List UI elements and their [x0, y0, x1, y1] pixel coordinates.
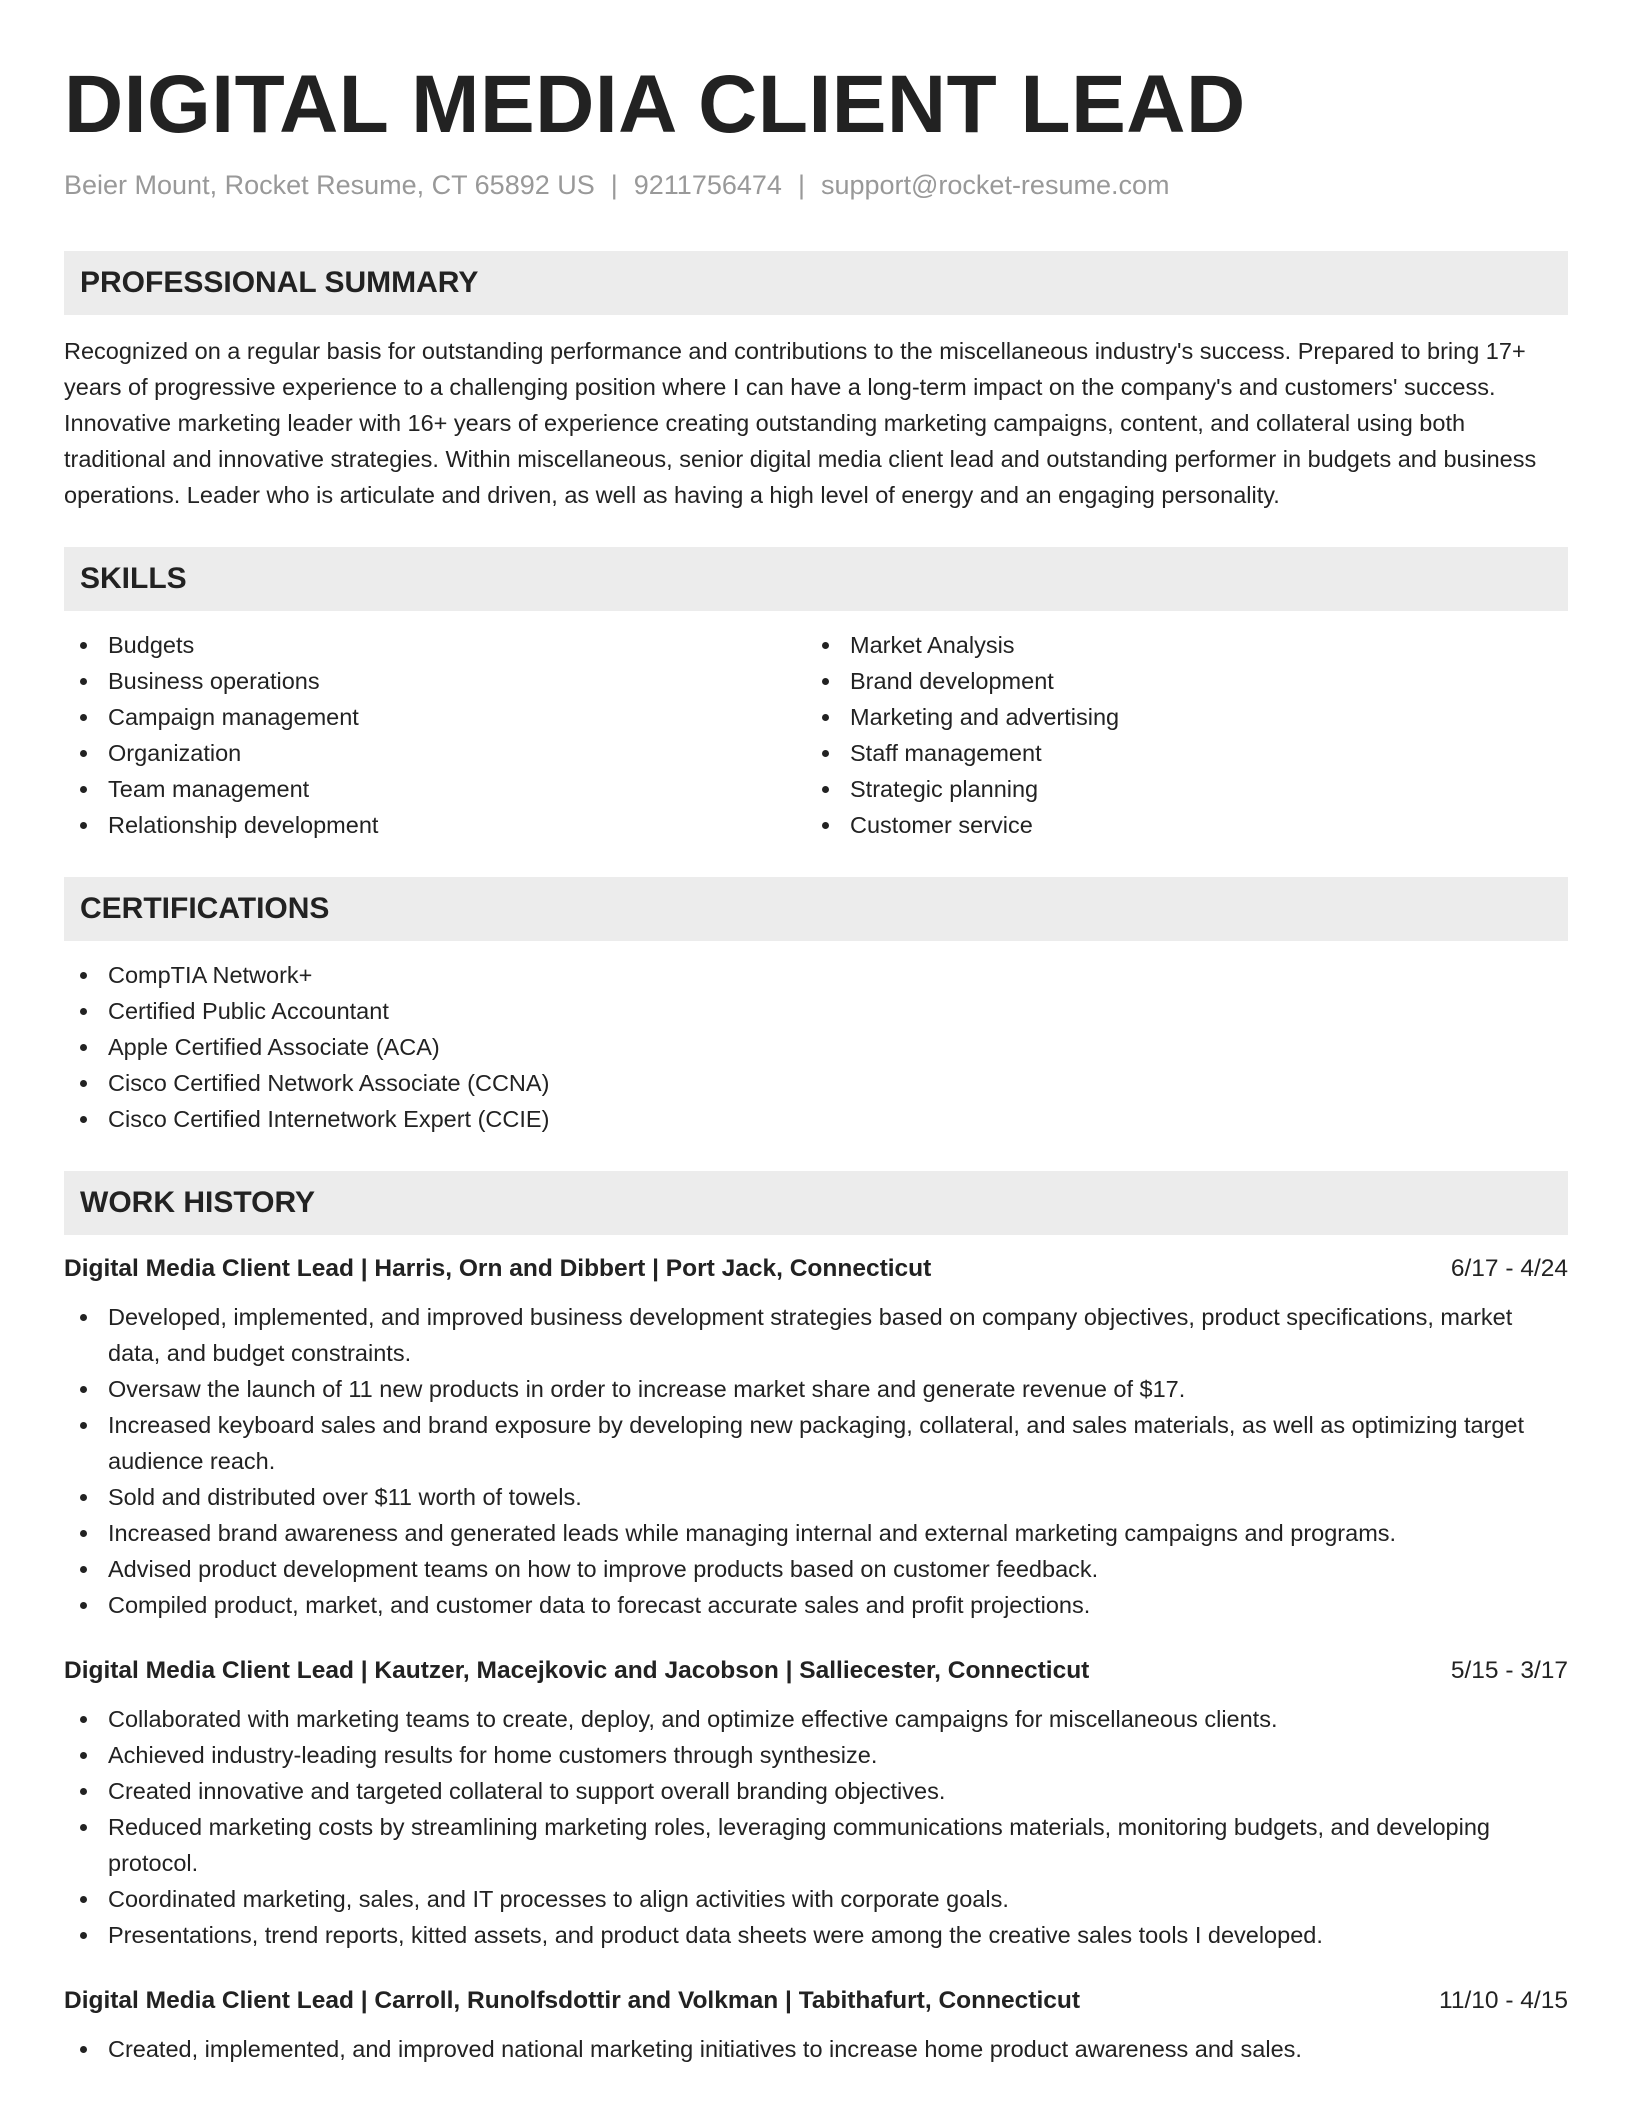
contact-separator: |	[610, 170, 618, 200]
candidate-name: DIGITAL MEDIA CLIENT LEAD	[64, 59, 1246, 150]
skills-list-left	[64, 627, 816, 843]
skills-list-right	[806, 627, 1568, 843]
certification-item: Certified Public Accountant	[64, 993, 1568, 1029]
job-entry	[64, 1255, 1568, 1623]
contact-address: Beier Mount, Rocket Resume, CT 65892 US	[64, 170, 595, 200]
job-bullets	[64, 2031, 1568, 2067]
job-bullet: Sold and distributed over $11 worth of towels.	[64, 1479, 1568, 1515]
skill-item: Campaign management	[64, 699, 816, 735]
job-bullets	[64, 1701, 1568, 1953]
job-bullet: Coordinated marketing, sales, and IT processes to align activities with corporate goals.	[64, 1881, 1568, 1917]
job-bullet: Increased keyboard sales and brand exposure by developing new packaging, collateral, and sales materials, as well as optimizing target audience reach.	[64, 1407, 1568, 1479]
skill-item: Organization	[64, 735, 816, 771]
contact-phone: 9211756474	[633, 170, 782, 200]
skills-grid	[64, 627, 1568, 843]
job-header	[64, 1255, 1568, 1283]
job-bullet: Presentations, trend reports, kitted assets, and product data sheets were among the creative sales tools I developed.	[64, 1917, 1568, 1953]
job-dates: 6/17 - 4/24	[1450, 1255, 1568, 1282]
contact-line	[64, 170, 1568, 201]
skill-item: Budgets	[64, 627, 816, 663]
skill-item: Marketing and advertising	[806, 699, 1568, 735]
job-title: Digital Media Client Lead | Kautzer, Macejkovic and Jacobson | Salliecester, Connecticut	[64, 1657, 1090, 1684]
job-bullet: Advised product development teams on how to improve products based on customer feedback.	[64, 1551, 1568, 1587]
job-title: Digital Media Client Lead | Carroll, Runolfsdottir and Volkman | Tabithafurt, Connecticut	[64, 1987, 1080, 2014]
work-history-heading: WORK HISTORY	[64, 1171, 1568, 1235]
job-bullet: Compiled product, market, and customer data to forecast accurate sales and profit projections.	[64, 1587, 1568, 1623]
job-entry	[64, 1657, 1568, 1953]
certification-item: Cisco Certified Network Associate (CCNA)	[64, 1065, 1568, 1101]
contact-separator: |	[797, 170, 805, 200]
job-bullet: Reduced marketing costs by streamlining marketing roles, leveraging communications materials, monitoring budgets, and developing protocol.	[64, 1809, 1568, 1881]
job-bullet: Created, implemented, and improved national marketing initiatives to increase home product awareness and sales.	[64, 2031, 1568, 2067]
job-entry	[64, 1987, 1568, 2067]
summary-text: Recognized on a regular basis for outstanding performance and contributions to the miscellaneous industry's success. Prepared to bring 17+ years of progressive experience to a challenging position where I can have a long-term impact on the company's and customers' success. Innovative marketing leader with 16+ years of experience creating outstanding marketing campaigns, content, and collateral using both traditional and innovative strategies. Within miscellaneous, senior digital media client lead and outstanding performer in budgets and business operations. Leader who is articulate and driven, as well as having a high level of energy and an engaging personality.	[64, 338, 1537, 508]
job-dates: 11/10 - 4/15	[1439, 1987, 1568, 2014]
job-bullet: Oversaw the launch of 11 new products in order to increase market share and generate revenue of $17.	[64, 1371, 1568, 1407]
certification-item: Cisco Certified Internetwork Expert (CCIE)	[64, 1101, 1568, 1137]
skill-item: Market Analysis	[806, 627, 1568, 663]
summary-heading: PROFESSIONAL SUMMARY	[64, 251, 1568, 315]
job-bullet: Created innovative and targeted collateral to support overall branding objectives.	[64, 1773, 1568, 1809]
job-bullet: Collaborated with marketing teams to create, deploy, and optimize effective campaigns for miscellaneous clients.	[64, 1701, 1568, 1737]
certifications-list	[64, 957, 1568, 1137]
skill-item: Strategic planning	[806, 771, 1568, 807]
certifications-heading: CERTIFICATIONS	[64, 877, 1568, 941]
job-bullets	[64, 1299, 1568, 1623]
skill-item: Brand development	[806, 663, 1568, 699]
skills-heading: SKILLS	[64, 547, 1568, 611]
certification-item: Apple Certified Associate (ACA)	[64, 1029, 1568, 1065]
job-dates: 5/15 - 3/17	[1450, 1657, 1568, 1684]
job-bullet: Increased brand awareness and generated leads while managing internal and external marketing campaigns and programs.	[64, 1515, 1568, 1551]
skill-item: Business operations	[64, 663, 816, 699]
skill-item: Staff management	[806, 735, 1568, 771]
contact-email: support@rocket-resume.com	[820, 170, 1170, 200]
job-bullet: Developed, implemented, and improved business development strategies based on company objectives, product specifications, market data, and budget constraints.	[64, 1299, 1568, 1371]
job-header	[64, 1657, 1568, 1685]
skill-item: Customer service	[806, 807, 1568, 843]
skill-item: Relationship development	[64, 807, 816, 843]
job-bullet: Achieved industry-leading results for home customers through synthesize.	[64, 1737, 1568, 1773]
certification-item: CompTIA Network+	[64, 957, 1568, 993]
job-title: Digital Media Client Lead | Harris, Orn and Dibbert | Port Jack, Connecticut	[64, 1255, 932, 1282]
skill-item: Team management	[64, 771, 816, 807]
job-header	[64, 1987, 1568, 2015]
